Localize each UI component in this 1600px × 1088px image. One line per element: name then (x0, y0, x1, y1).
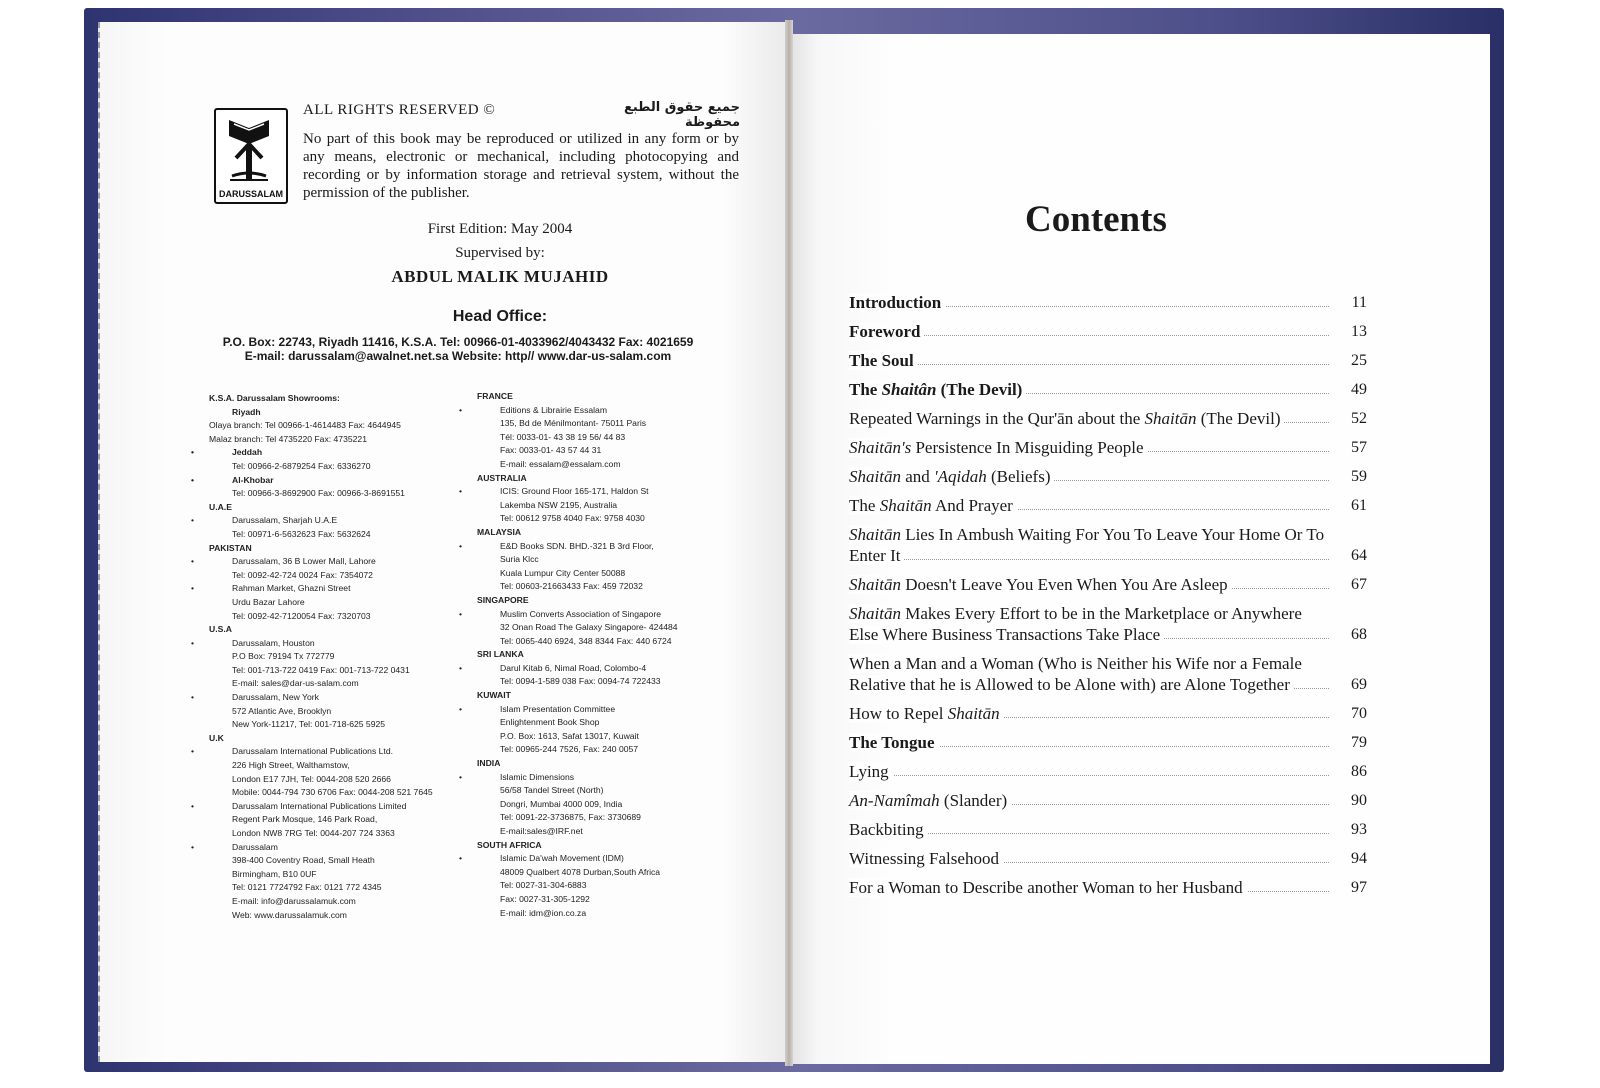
showroom-line: Regent Park Mosque, 146 Park Road, (232, 814, 378, 825)
showroom-line: Tél: 0033-01- 43 38 19 56/ 44 83 (500, 431, 626, 442)
showroom-line: E-mail:sales@IRF.net (500, 826, 583, 836)
toc-heading: The Shaitān And Prayer (849, 496, 1017, 515)
showroom-line: Kuala Lumpur City Center 50088 (500, 567, 626, 578)
showroom-line: London E17 7JH, Tel: 0044-208 520 2666 (232, 773, 391, 784)
showroom-line: AUSTRALIA (477, 472, 527, 483)
rights-reserved: ALL RIGHTS RESERVED © (303, 102, 496, 118)
toc-leader-dots (849, 559, 1329, 560)
toc-leader-dots (849, 775, 1329, 776)
supervisor-name: ABDUL MALIK MUJAHID (391, 267, 609, 286)
showroom-line: • Darussalam, 36 B Lower Mall, Lahore (209, 555, 469, 569)
showroom-line: 572 Atlantic Ave, Brooklyn (232, 705, 332, 716)
showroom-line: PAKISTAN (209, 542, 252, 553)
showroom-line: Riyadh (232, 406, 261, 417)
showroom-line: Tel: 0065-440 6924, 348 8344 Fax: 440 6724 (500, 635, 672, 646)
toc-entry[interactable] (849, 603, 1369, 645)
toc-heading: Foreword (849, 322, 924, 341)
showroom-line: P.O. Box: 1613, Safat 13017, Kuwait (500, 730, 639, 741)
showroom-line: U.S.A (209, 624, 232, 635)
showroom-line: U.K (209, 732, 224, 743)
showroom-line: Lakemba NSW 2195, Australia (500, 499, 618, 510)
showroom-line: Suria Klcc (500, 554, 539, 565)
darussalam-logo (214, 108, 288, 204)
showroom-line: Fax: 0033-01- 43 57 44 31 (500, 445, 602, 456)
copyright-notice: No part of this book may be reproduced or utilized in any form or by any means, electronic or mechanical, including photocopying and recording or by information storage and retrieval system, without the permission of the publisher. (303, 131, 739, 201)
toc-entry[interactable] (849, 524, 1369, 566)
showroom-line: Tel: 00966-2-6879254 Fax: 6336270 (232, 460, 371, 471)
showroom-line: • Darussalam (209, 841, 469, 855)
showroom-line: Enlightenment Book Shop (500, 717, 600, 728)
table-of-contents (849, 292, 1369, 906)
showroom-line: • Darussalam, Sharjah U.A.E (209, 514, 469, 528)
toc-page-number: 57 (1351, 439, 1367, 456)
showroom-line: E-mail: info@darussalamuk.com (232, 895, 356, 906)
toc-entry[interactable] (849, 819, 1369, 840)
toc-heading: Shaitān's Persistence In Misguiding People (849, 438, 1148, 457)
toc-heading: Shaitān Lies In Ambush Waiting For You To Leave Your Home Or To Enter It (849, 525, 1325, 565)
showrooms-column-1 (209, 392, 469, 922)
head-office-heading: Head Office: (452, 308, 548, 325)
showroom-line: Web: www.darussalamuk.com (232, 909, 347, 920)
showroom-line: SRI LANKA (477, 649, 524, 660)
showroom-line: E-mail: sales@dar-us-salam.com (232, 678, 359, 689)
toc-entry[interactable] (849, 379, 1369, 400)
toc-page-number: 70 (1351, 705, 1367, 722)
toc-leader-dots (849, 364, 1329, 365)
showroom-line: 48009 Qualbert 4078 Durban,South Africa (500, 866, 661, 877)
showroom-line: KUWAIT (477, 690, 511, 701)
showroom-line: 135, Bd de Ménilmontant- 75011 Paris (500, 418, 647, 429)
logo-text: DARUSSALAM (219, 189, 283, 199)
showroom-line: • Jeddah (209, 446, 469, 460)
showroom-line: Birmingham, B10 0UF (232, 868, 317, 879)
toc-page-number: 97 (1351, 879, 1367, 896)
showroom-line: Tel: 0092-42-724 0024 Fax: 7354072 (232, 569, 373, 580)
toc-entry[interactable] (849, 653, 1369, 695)
toc-heading: Shaitān Makes Every Effort to be in the Marketplace or Anywhere Else Where Business Transactions Take Place (849, 604, 1302, 644)
showroom-line: E-mail: essalam@essalam.com (500, 458, 621, 469)
toc-entry[interactable] (849, 877, 1369, 898)
toc-heading: How to Repel Shaitān (849, 704, 1004, 723)
showroom-line: Tel: 00603-21663433 Fax: 459 72032 (500, 581, 643, 592)
toc-heading: Backbiting (849, 820, 928, 839)
showroom-line: • Rahman Market, Ghazni Street (209, 582, 469, 596)
showroom-line: • Editions & Librairie Essalam (477, 404, 707, 418)
toc-heading: Witnessing Falsehood (849, 849, 1003, 868)
toc-page-number: 79 (1351, 734, 1367, 751)
toc-page-number: 49 (1351, 381, 1367, 398)
showroom-line: Tel: 00612 9758 4040 Fax: 9758 4030 (500, 513, 645, 524)
toc-page-number: 94 (1351, 850, 1367, 867)
showroom-line: • Islamic Da'wah Movement (IDM) (477, 852, 707, 866)
showroom-line: • Darussalam, New York (209, 691, 469, 705)
showroom-line: Tel: 00971-6-5632623 Fax: 5632624 (232, 528, 371, 539)
showroom-line: Tel: 00966-3-8692900 Fax: 00966-3-8691551 (232, 488, 405, 499)
showroom-line: New York-11217, Tel: 001-718-625 5925 (232, 719, 386, 730)
toc-heading: The Shaitân (The Devil) (849, 380, 1026, 399)
showroom-line: Tel: 001-713-722 0419 Fax: 001-713-722 0431 (232, 664, 410, 675)
showroom-line: • Al-Khobar (209, 474, 469, 488)
toc-page-number: 11 (1351, 294, 1367, 311)
toc-entry[interactable] (849, 574, 1369, 595)
toc-page-number: 90 (1351, 792, 1367, 809)
head-office-address (208, 335, 708, 363)
showroom-line: Tel: 0027-31-304-6883 (500, 880, 587, 891)
showroom-line: Olaya branch: Tel 00966-1-4614483 Fax: 4644945 (209, 420, 401, 431)
toc-entry[interactable] (849, 350, 1369, 371)
showroom-line: E-mail: idm@ion.co.za (500, 907, 587, 918)
toc-entry[interactable] (849, 790, 1369, 811)
toc-entry[interactable] (849, 321, 1369, 342)
toc-heading: Repeated Warnings in the Qur'ān about the Shaitān (The Devil) (849, 409, 1284, 428)
showroom-line: London NW8 7RG Tel: 0044-207 724 3363 (232, 828, 395, 838)
showroom-line: 226 High Street, Walthamstow, (232, 760, 350, 771)
book-emblem-icon (224, 114, 274, 186)
toc-heading: The Tongue (849, 733, 939, 752)
contents-title: Contents (1025, 199, 1167, 240)
showroom-line: Tel: 00965-244 7526, Fax: 240 0057 (500, 744, 639, 755)
toc-entry[interactable] (849, 292, 1369, 313)
showroom-line: Mobile: 0044-794 730 6706 Fax: 0044-208 521 7645 (232, 787, 433, 798)
toc-entry[interactable] (849, 495, 1369, 516)
showroom-line: Dongri, Mumbai 4000 009, India (500, 798, 623, 809)
toc-heading: When a Man and a Woman (Who is Neither his Wife nor a Female Relative that he is Allowed to be Alone with) are Alone Together (849, 654, 1302, 694)
toc-heading: Shaitān and 'Aqidah (Beliefs) (849, 467, 1054, 486)
toc-page-number: 69 (1351, 676, 1367, 693)
book-gutter (785, 20, 793, 1066)
showroom-line: FRANCE (477, 391, 513, 401)
showroom-line: 32 Onan Road The Galaxy Singapore- 424484 (500, 622, 678, 633)
showroom-line: Malaz branch: Tel 4735220 Fax: 4735221 (209, 433, 367, 444)
toc-heading: Lying (849, 762, 893, 781)
toc-page-number: 64 (1351, 547, 1367, 564)
address-line: P.O. Box: 22743, Riyadh 11416, K.S.A. Tel: 00966-01-4033962/4043432 Fax: 4021659 (222, 335, 694, 349)
showroom-line: • Islamic Dimensions (477, 771, 707, 785)
toc-page-number: 59 (1351, 468, 1367, 485)
showroom-line: U.A.E (209, 501, 232, 512)
showroom-line: • Darussalam International Publications Ltd. (209, 745, 469, 759)
toc-heading: For a Woman to Describe another Woman to her Husband (849, 878, 1247, 897)
toc-heading: An-Namîmah (Slander) (849, 791, 1011, 810)
showroom-line: Tel: 0091-22-3736875, Fax: 3730689 (500, 812, 641, 823)
showroom-line: • ICIS: Ground Floor 165-171, Haldon St (477, 485, 707, 499)
showroom-line: Fax: 0027-31-305-1292 (500, 893, 590, 904)
toc-heading: Shaitān Doesn't Leave You Even When You Are Asleep (849, 575, 1232, 594)
showroom-line: K.S.A. Darussalam Showrooms: (209, 393, 340, 403)
showroom-line: P.O Box: 79194 Tx 772779 (232, 651, 335, 662)
showroom-line: Tel: 0092-42-7120054 Fax: 7320703 (232, 610, 371, 621)
showroom-line: Tel: 0094-1-589 038 Fax: 0094-74 722433 (500, 676, 661, 687)
toc-entry[interactable] (849, 437, 1369, 458)
toc-page-number: 67 (1351, 576, 1367, 593)
rights-reserved-arabic: جميع حقوق الطبع محفوظة (623, 100, 740, 130)
showroom-line: • Darul Kitab 6, Nimal Road, Colombo-4 (477, 662, 707, 676)
toc-page-number: 13 (1351, 323, 1367, 340)
toc-page-number: 93 (1351, 821, 1367, 838)
supervised-label: Supervised by: (455, 245, 545, 261)
showroom-line: Urdu Bazar Lahore (232, 596, 305, 607)
showroom-line: • Darussalam, Houston (209, 637, 469, 651)
toc-page-number: 25 (1351, 352, 1367, 369)
toc-entry[interactable] (849, 761, 1369, 782)
showroom-line: SOUTH AFRICA (477, 839, 542, 850)
toc-entry[interactable] (849, 732, 1369, 753)
toc-entry[interactable] (849, 703, 1369, 724)
showroom-line: INDIA (477, 758, 501, 769)
showroom-line: 398-400 Coventry Road, Small Heath (232, 855, 375, 866)
showroom-line: • Darussalam International Publications Limited (209, 800, 469, 814)
toc-heading: Introduction (849, 293, 945, 312)
toc-page-number: 68 (1351, 626, 1367, 643)
toc-heading: The Soul (849, 351, 918, 370)
toc-entry[interactable] (849, 848, 1369, 869)
showrooms-column-2 (477, 390, 707, 920)
showroom-line: SINGAPORE (477, 594, 529, 605)
showroom-line: MALAYSIA (477, 526, 522, 537)
showroom-line: 56/58 Tandel Street (North) (500, 785, 604, 796)
toc-entry[interactable] (849, 466, 1369, 487)
toc-page-number: 52 (1351, 410, 1367, 427)
showroom-line: Tel: 0121 7724792 Fax: 0121 772 4345 (232, 882, 382, 893)
toc-entry[interactable] (849, 408, 1369, 429)
edition: First Edition: May 2004 (427, 221, 573, 237)
toc-page-number: 86 (1351, 763, 1367, 780)
showroom-line: • E&D Books SDN. BHD.-321 B 3rd Floor, (477, 540, 707, 554)
toc-page-number: 61 (1351, 497, 1367, 514)
showroom-line: • Muslim Converts Association of Singapore (477, 608, 707, 622)
address-line: E-mail: darussalam@awalnet.net.sa Website: http// www.dar-us-salam.com (244, 349, 672, 363)
showroom-line: • Islam Presentation Committee (477, 703, 707, 717)
